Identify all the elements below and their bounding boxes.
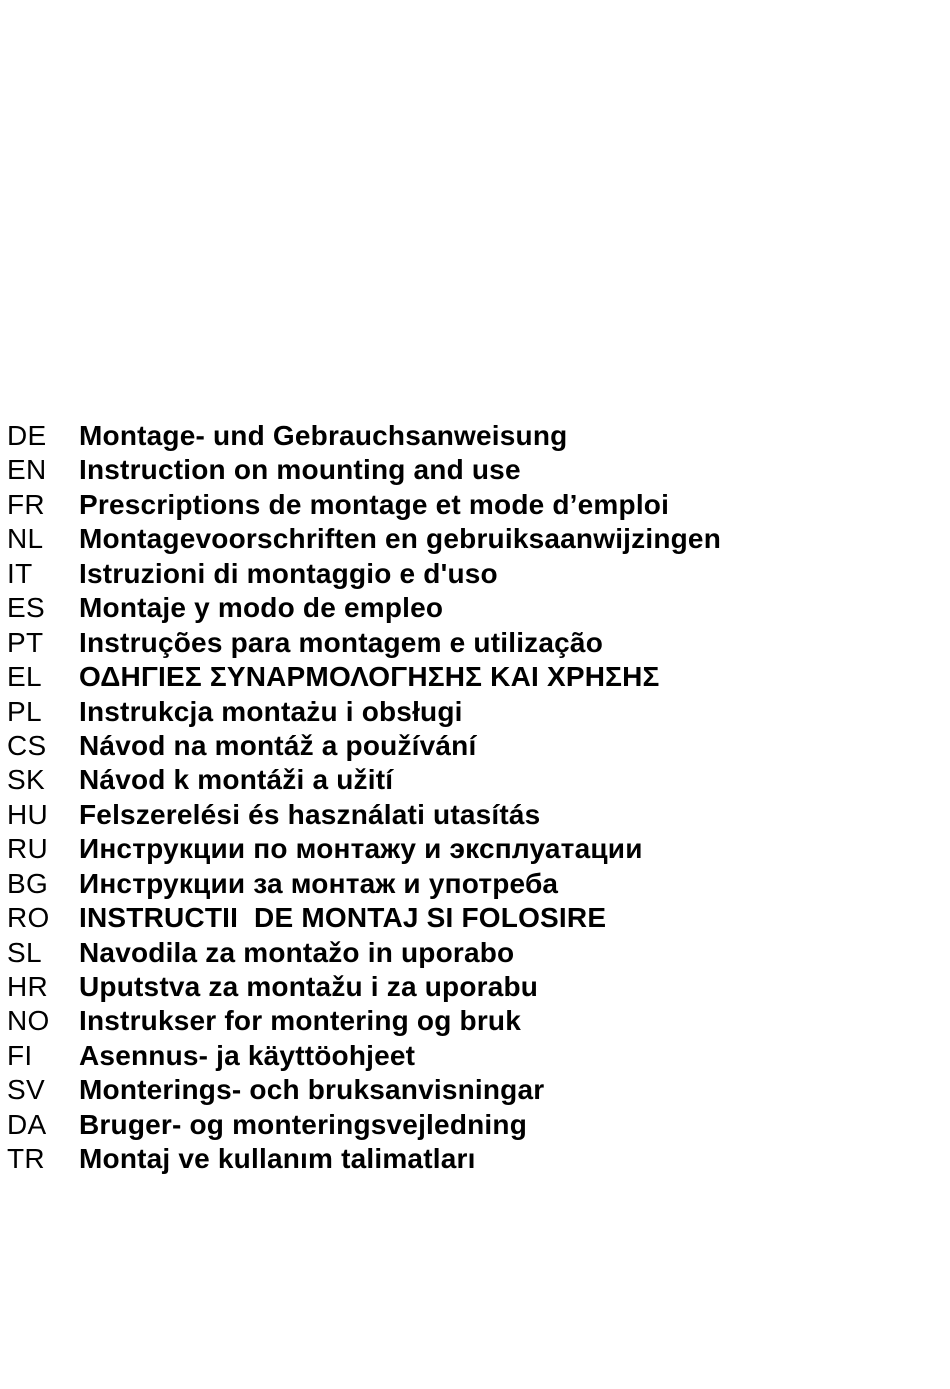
language-row-no [7,1004,721,1038]
language-title: Montage- und Gebrauchsanweisung [79,420,568,451]
language-title: Felszerelési és használati utasítás [79,798,541,830]
language-row-fi [7,1039,721,1073]
language-row-tr [7,1142,721,1176]
language-code: HU [7,798,49,830]
language-code: DA [7,1108,47,1140]
language-row-fr [7,488,721,522]
language-title: Montagevoorschriften en gebruiksaanwijzingen [79,523,722,555]
language-title: Návod k montáži a užití [79,764,394,796]
language-title: Инструкции по монтажу и эксплуатации [79,833,643,865]
language-title: Instruções para montagem e utilização [79,626,603,658]
language-code: IT [7,557,33,589]
language-title: Instruction on mounting and use [79,454,521,486]
language-row-nl [7,522,721,556]
language-code: EN [7,454,47,486]
language-title: Návod na montáž a používání [79,729,477,761]
language-row-da [7,1108,721,1142]
language-title: Montaje y modo de empleo [79,592,444,624]
language-row-pt [7,626,721,660]
language-code: CS [7,729,47,761]
language-row-sk [7,763,721,797]
language-row-hu [7,798,721,832]
language-title: Istruzioni di montaggio e d'uso [79,557,498,589]
language-code: RU [7,833,49,865]
language-code: BG [7,867,49,899]
language-title: Bruger- og monteringsvejledning [79,1108,528,1140]
language-row-it [7,557,721,591]
language-code: SV [7,1074,45,1106]
language-row-el [7,660,721,694]
language-title: Инструкции за монтаж и употреба [79,867,559,899]
language-title: Uputstva za montažu i za uporabu [79,971,539,1002]
language-code: HR [7,971,49,1002]
language-code: NO [7,1005,50,1037]
language-title: ΟΔΗΓΙΕΣ ΣΥΝΑΡΜΟΛΟΓΗΣΗΣ ΚΑΙ ΧΡΗΣΗΣ [79,661,660,693]
language-row-es [7,591,721,625]
language-title: Montaj ve kullanım talimatları [79,1143,476,1175]
language-title: INSTRUCTII DE MONTAJ SI FOLOSIRE [79,902,607,934]
language-row-sv [7,1073,721,1107]
language-row-hr [7,970,721,1004]
language-title: Monterings- och bruksanvisningar [79,1074,545,1106]
language-code: RO [7,902,50,934]
language-row-ru [7,832,721,866]
language-row-bg [7,867,721,901]
language-title: Instrukser for montering og bruk [79,1005,521,1037]
language-code: PT [7,626,44,658]
language-row-en [7,453,721,487]
language-title: Prescriptions de montage et mode d’emploi [79,488,670,520]
language-code: FR [7,488,45,520]
language-code: ES [7,592,45,624]
language-code: EL [7,661,42,693]
language-row-pl [7,695,721,729]
language-list [7,419,721,1177]
language-row-sl [7,936,721,970]
language-code: SK [7,764,45,796]
language-row-ro [7,901,721,935]
language-title: Navodila za montažo in uporabo [79,936,515,968]
language-code: PL [7,695,42,727]
language-title: Instrukcja montażu i obsługi [79,695,463,727]
language-code: SL [7,936,42,968]
language-code: TR [7,1143,45,1175]
language-code: DE [7,420,47,451]
language-row-cs [7,729,721,763]
language-row-de [7,419,721,453]
language-title: Asennus- ja käyttöohjeet [79,1039,416,1071]
language-code: NL [7,523,44,555]
language-code: FI [7,1039,33,1071]
